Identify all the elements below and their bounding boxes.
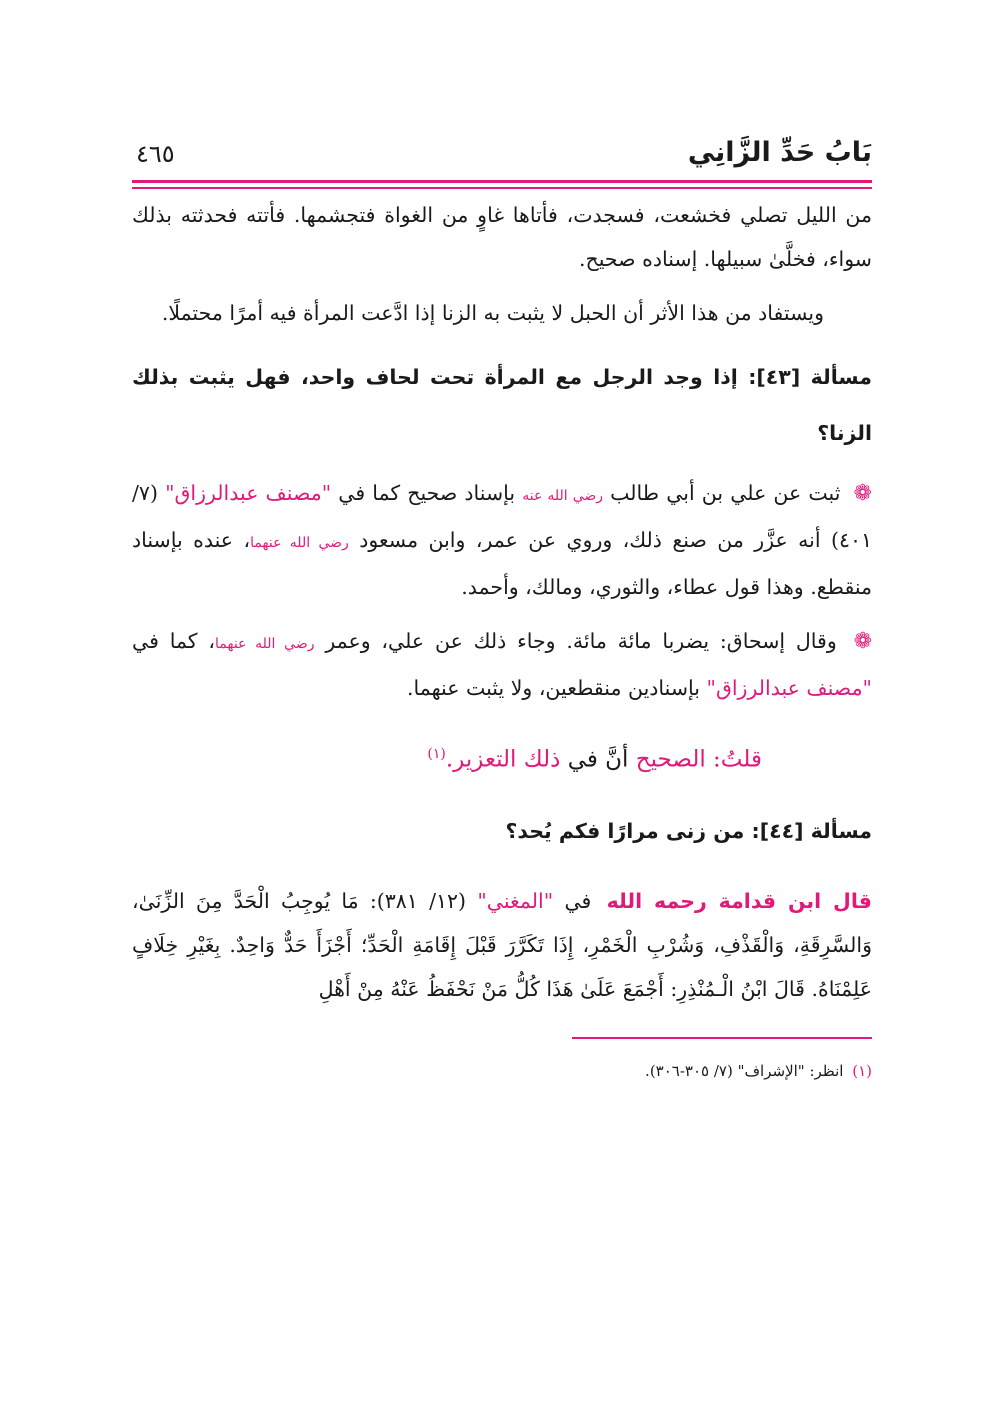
header-rule-thin bbox=[132, 187, 872, 189]
bullet2-part2: ، كما في bbox=[132, 628, 215, 653]
bullet1-part2: بإسناد صحيح كما في bbox=[338, 480, 516, 505]
bullet2-part3: بإسنادين منقطعين، ولا يثبت عنهما. bbox=[406, 675, 700, 700]
page bbox=[132, 120, 872, 1083]
bullet1-part1: ثبت عن علي بن أبي طالب bbox=[610, 480, 841, 505]
page-header bbox=[132, 120, 872, 166]
issue-43-label: مسألة [٤٣]: bbox=[748, 364, 872, 389]
footnote-number: (١) bbox=[852, 1062, 872, 1081]
footnote-reference[interactable]: (١) bbox=[427, 745, 446, 762]
quote-author: قال ابن قدامة رحمه الله bbox=[606, 889, 872, 914]
paragraph-2: ويستفاد من هذا الأثر أن الحبل لا يثبت به الزنا إذا ادَّعت المرأة فيه أمرًا محتملًا. bbox=[161, 300, 824, 325]
honorific-2: رضي الله عنهما bbox=[250, 534, 349, 551]
comment-suffix: ذلك التعزير. bbox=[445, 746, 561, 773]
bullet-paragraph-2 bbox=[132, 619, 872, 710]
page-body bbox=[132, 193, 872, 1012]
quote-paragraph bbox=[132, 879, 872, 1011]
bullet-paragraph-1 bbox=[132, 471, 872, 609]
author-comment bbox=[132, 732, 762, 782]
flower-ornament-icon: ❁ bbox=[853, 480, 872, 506]
issue-43-heading bbox=[132, 349, 872, 461]
footnote bbox=[132, 1059, 872, 1083]
page-number: ٤٦٥ bbox=[136, 140, 175, 168]
quote-source: "المغني" bbox=[477, 889, 554, 914]
bullet1-part3: (٧/ ٤٠١) أنه عزَّر من صنع ذلك، وروي عن عمر، وابن مسعود bbox=[132, 480, 872, 552]
footnote-text: انظر: "الإشراف" (٧/ ٣٠٥-٣٠٦). bbox=[645, 1062, 844, 1081]
source-citation-2: "مصنف عبدالرزاق" bbox=[706, 675, 872, 700]
comment-middle: أنَّ في bbox=[567, 746, 629, 773]
comment-prefix: قلتُ: الصحيح bbox=[635, 746, 762, 773]
paragraph-1: من الليل تصلي فخشعت، فسجدت، فأتاها غاوٍ من الغواة فتجشمها. فأتته فحدثته بذلك سواء، فخلَّىٰ سبيلها. إسناده صحيح. bbox=[132, 202, 872, 271]
source-citation-1: "مصنف عبدالرزاق" bbox=[165, 480, 332, 505]
footnote-rule bbox=[572, 1037, 872, 1039]
bullet2-part1: وقال إسحاق: يضربا مائة مائة. وجاء ذلك عن علي، وعمر bbox=[325, 628, 837, 653]
quote-text: (١٢/ ٣٨١): مَا يُوجِبُ الْحَدَّ مِنَ الزِّنَىٰ، وَالسَّرِقَةِ، وَالْقَذْفِ، وَشُرْبِ الْخَمْرِ، إِذَا تَكَرَّرَ قَبْلَ إِقَامَةِ الْحَدِّ؛ أَجْزَأَ حَدٌّ وَاحِدٌ. بِغَيْرِ خِلَافٍ عَلِمْنَاهُ. قَالَ ابْنُ الْـمُنْذِرِ: أَجْمَعَ عَلَىٰ هَذَا كُلُّ مَنْ نَحْفَظُ عَنْهُ مِنْ أَهْلِ bbox=[132, 889, 872, 1002]
quote-part1: في bbox=[564, 889, 592, 914]
chapter-title: بَابُ حَدِّ الزَّانِي bbox=[687, 137, 872, 168]
issue-43-text: إذا وجد الرجل مع المرأة تحت لحاف واحد، فهل يثبت بذلك الزنا؟ bbox=[132, 364, 872, 445]
issue-44-text: من زنى مرارًا فكم يُحد؟ bbox=[505, 819, 745, 844]
honorific-3: رضي الله عنهما bbox=[215, 635, 315, 652]
header-rule-thick bbox=[132, 180, 872, 183]
bullet1-part4: ، عنده بإسناد منقطع. وهذا قول عطاء، والثوري، ومالك، وأحمد. bbox=[132, 527, 872, 599]
honorific-1: رضي الله عنه bbox=[522, 487, 604, 504]
issue-44-label: مسألة [٤٤]: bbox=[751, 819, 872, 844]
issue-44-heading bbox=[132, 803, 872, 859]
flower-ornament-icon: ❁ bbox=[853, 628, 872, 654]
